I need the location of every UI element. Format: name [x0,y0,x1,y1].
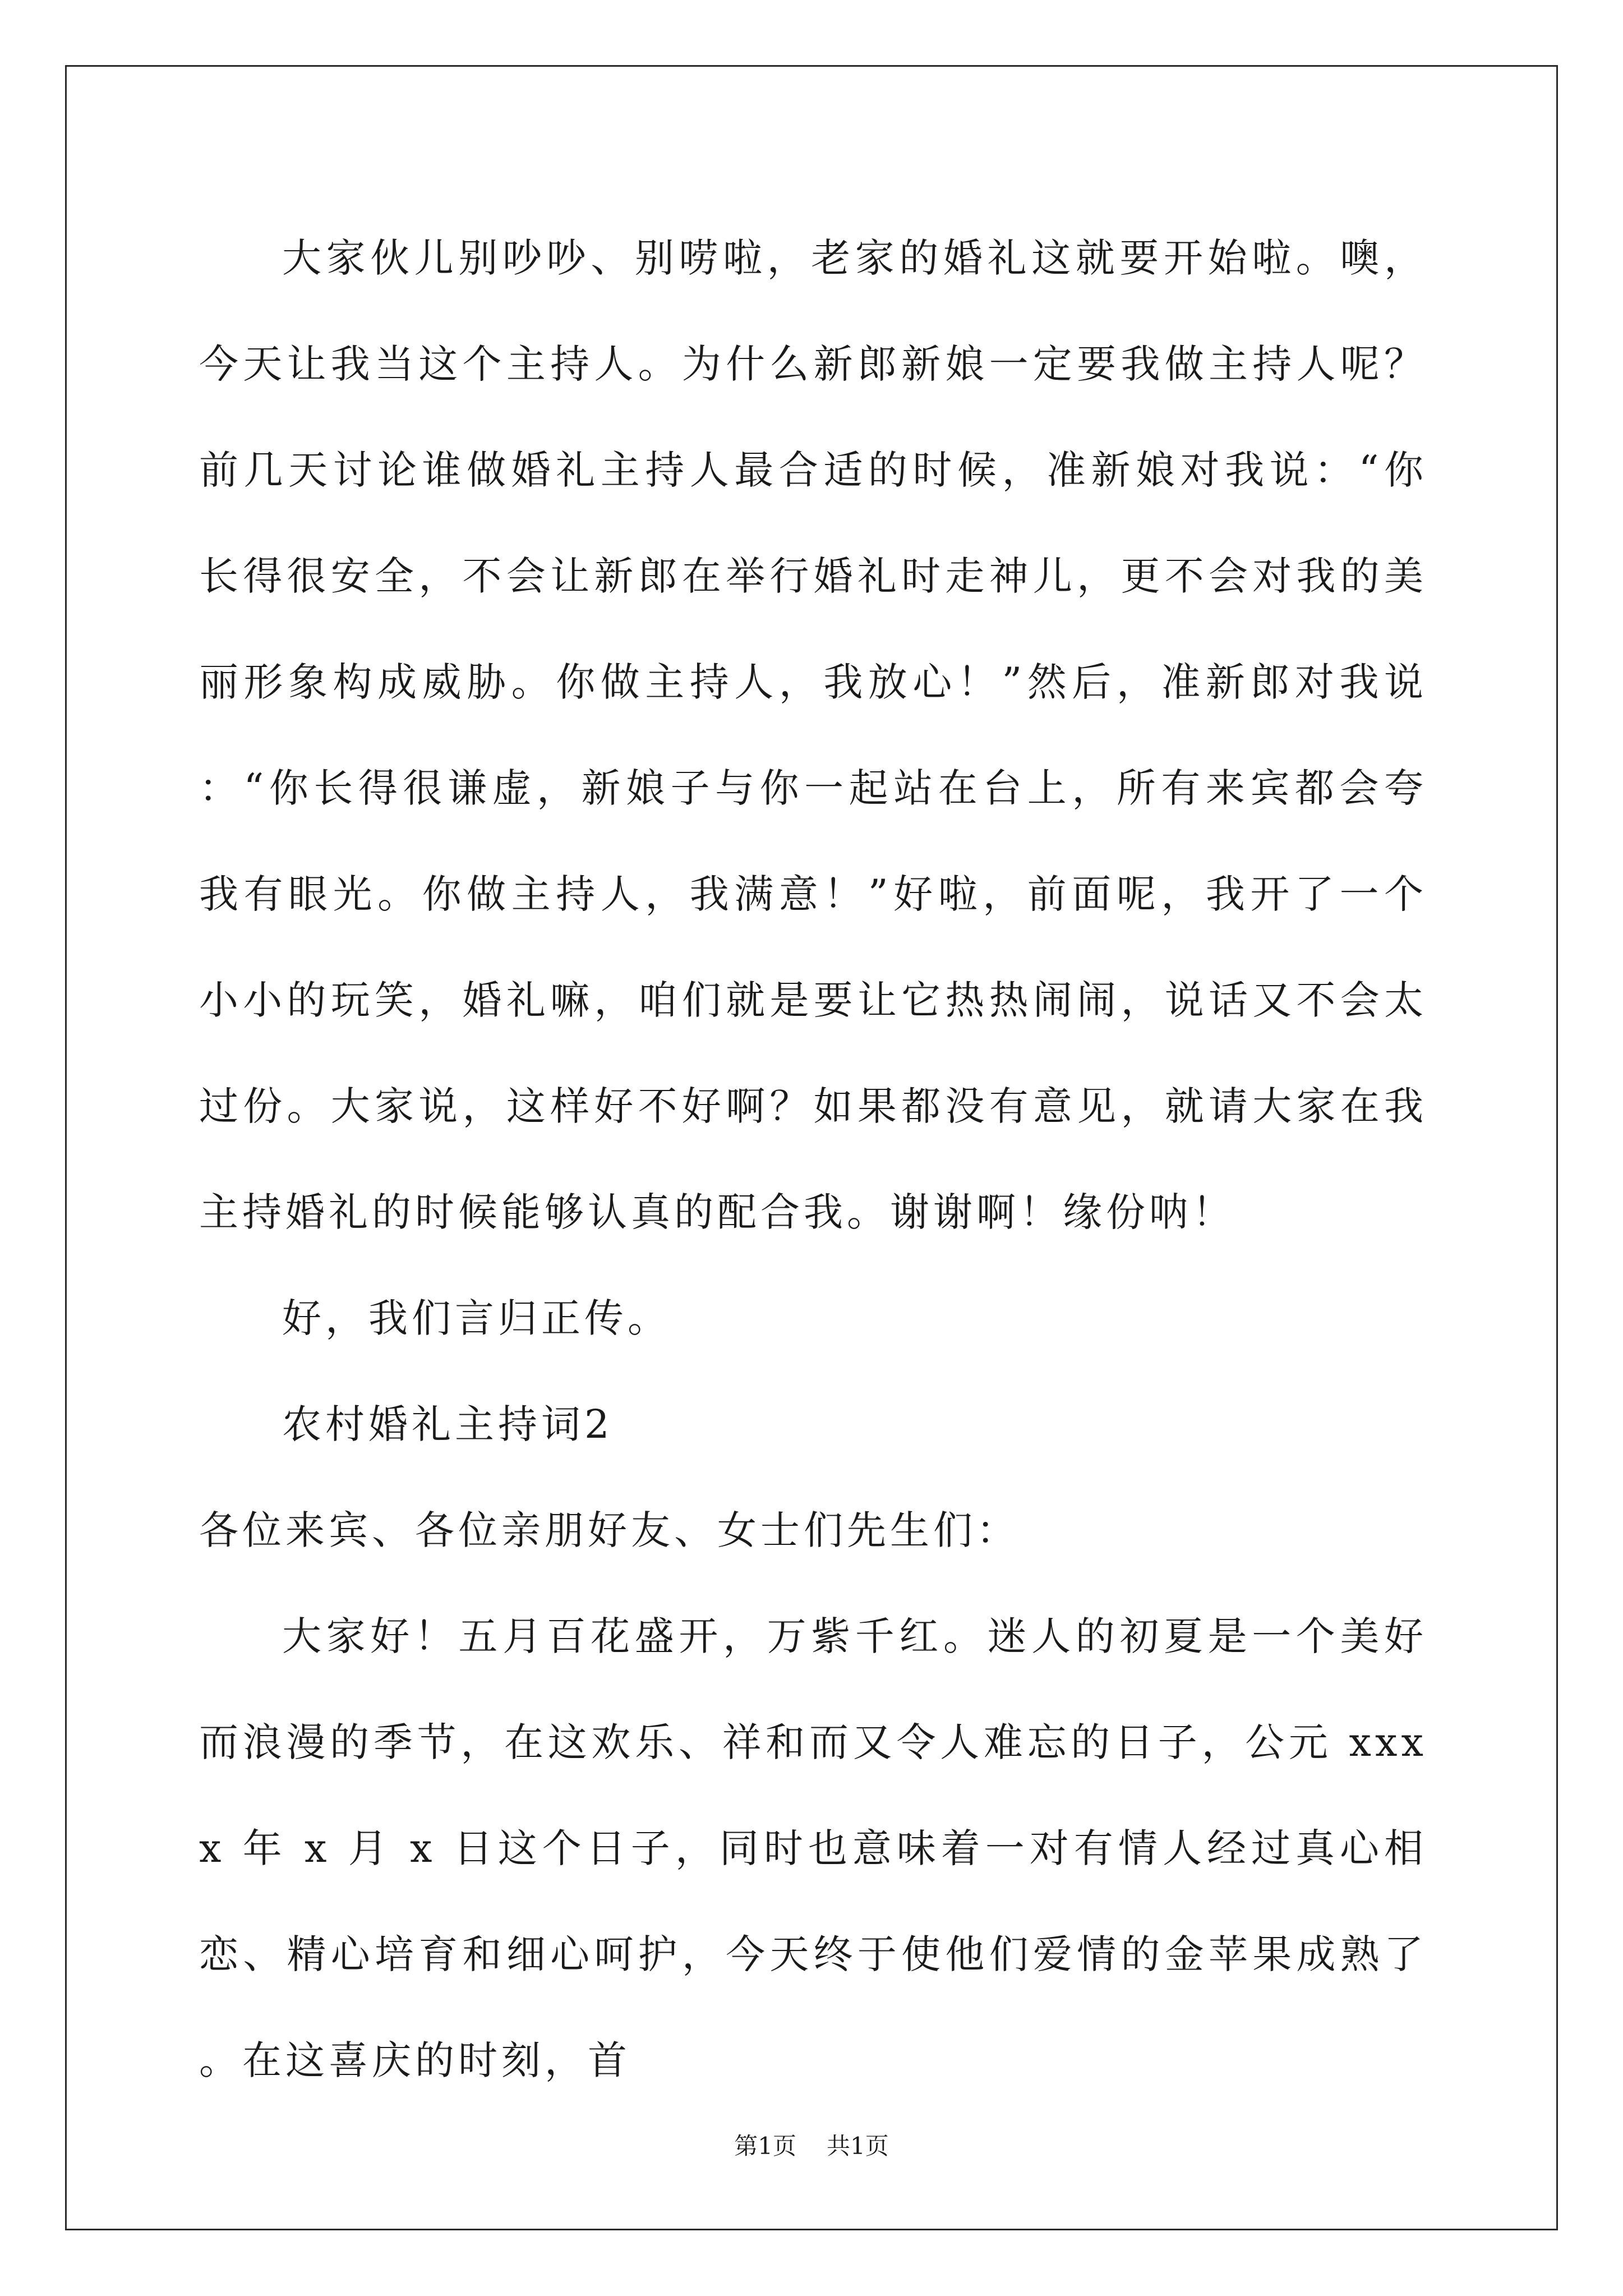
salutation: 各位来宾、各位亲朋好友、女士们先生们： [199,1507,1020,1553]
paragraph-5: 大家好！五月百花盛开，万紫千红。迷人的初夏是一个美好而浪漫的季节，在这欢乐、祥和而又令人难忘的日子，公元 xxxx 年 x 月 x 日这个日子，同时也意味着一对有情人经过真心相恋、精心培育和细心呵护，今天终于使他们爱情的金苹果成熟了。在这喜庆的时刻，首 [199,1613,1427,2083]
paragraph-1: 大家伙儿别吵吵、别唠啦，老家的婚礼这就要开始啦。噢，今天让我当这个主持人。为什么新郎新娘一定要我做主持人呢？前几天讨论谁做婚礼主持人最合适的时候，准新娘对我说：“你长得很安全，不会让新郎在举行婚礼时走神儿，更不会对我的美丽形象构成威胁。你做主持人，我放心！”然后，准新郎对我说：“你长得很谦虚，新娘子与你一起站在台上，所有来宾都会夸我有眼光。你做主持人，我满意！”好啦，前面呢，我开了一个小小的玩笑，婚礼嘛，咱们就是要让它热热闹闹，说话又不会太过份。大家说，这样好不好啊？如果都没有意见，就请大家在我主持婚礼的时候能够认真的配合我。谢谢啊！缘份呐！ [199,235,1427,1235]
page-number: 第1页 [734,2132,796,2160]
paragraph-2: 好，我们言归正传。 [282,1295,671,1341]
document-body [199,205,1427,2114]
page-footer [0,2131,1623,2162]
section-heading: 农村婚礼主持词2 [282,1401,614,1447]
page-total: 共1页 [827,2132,889,2160]
